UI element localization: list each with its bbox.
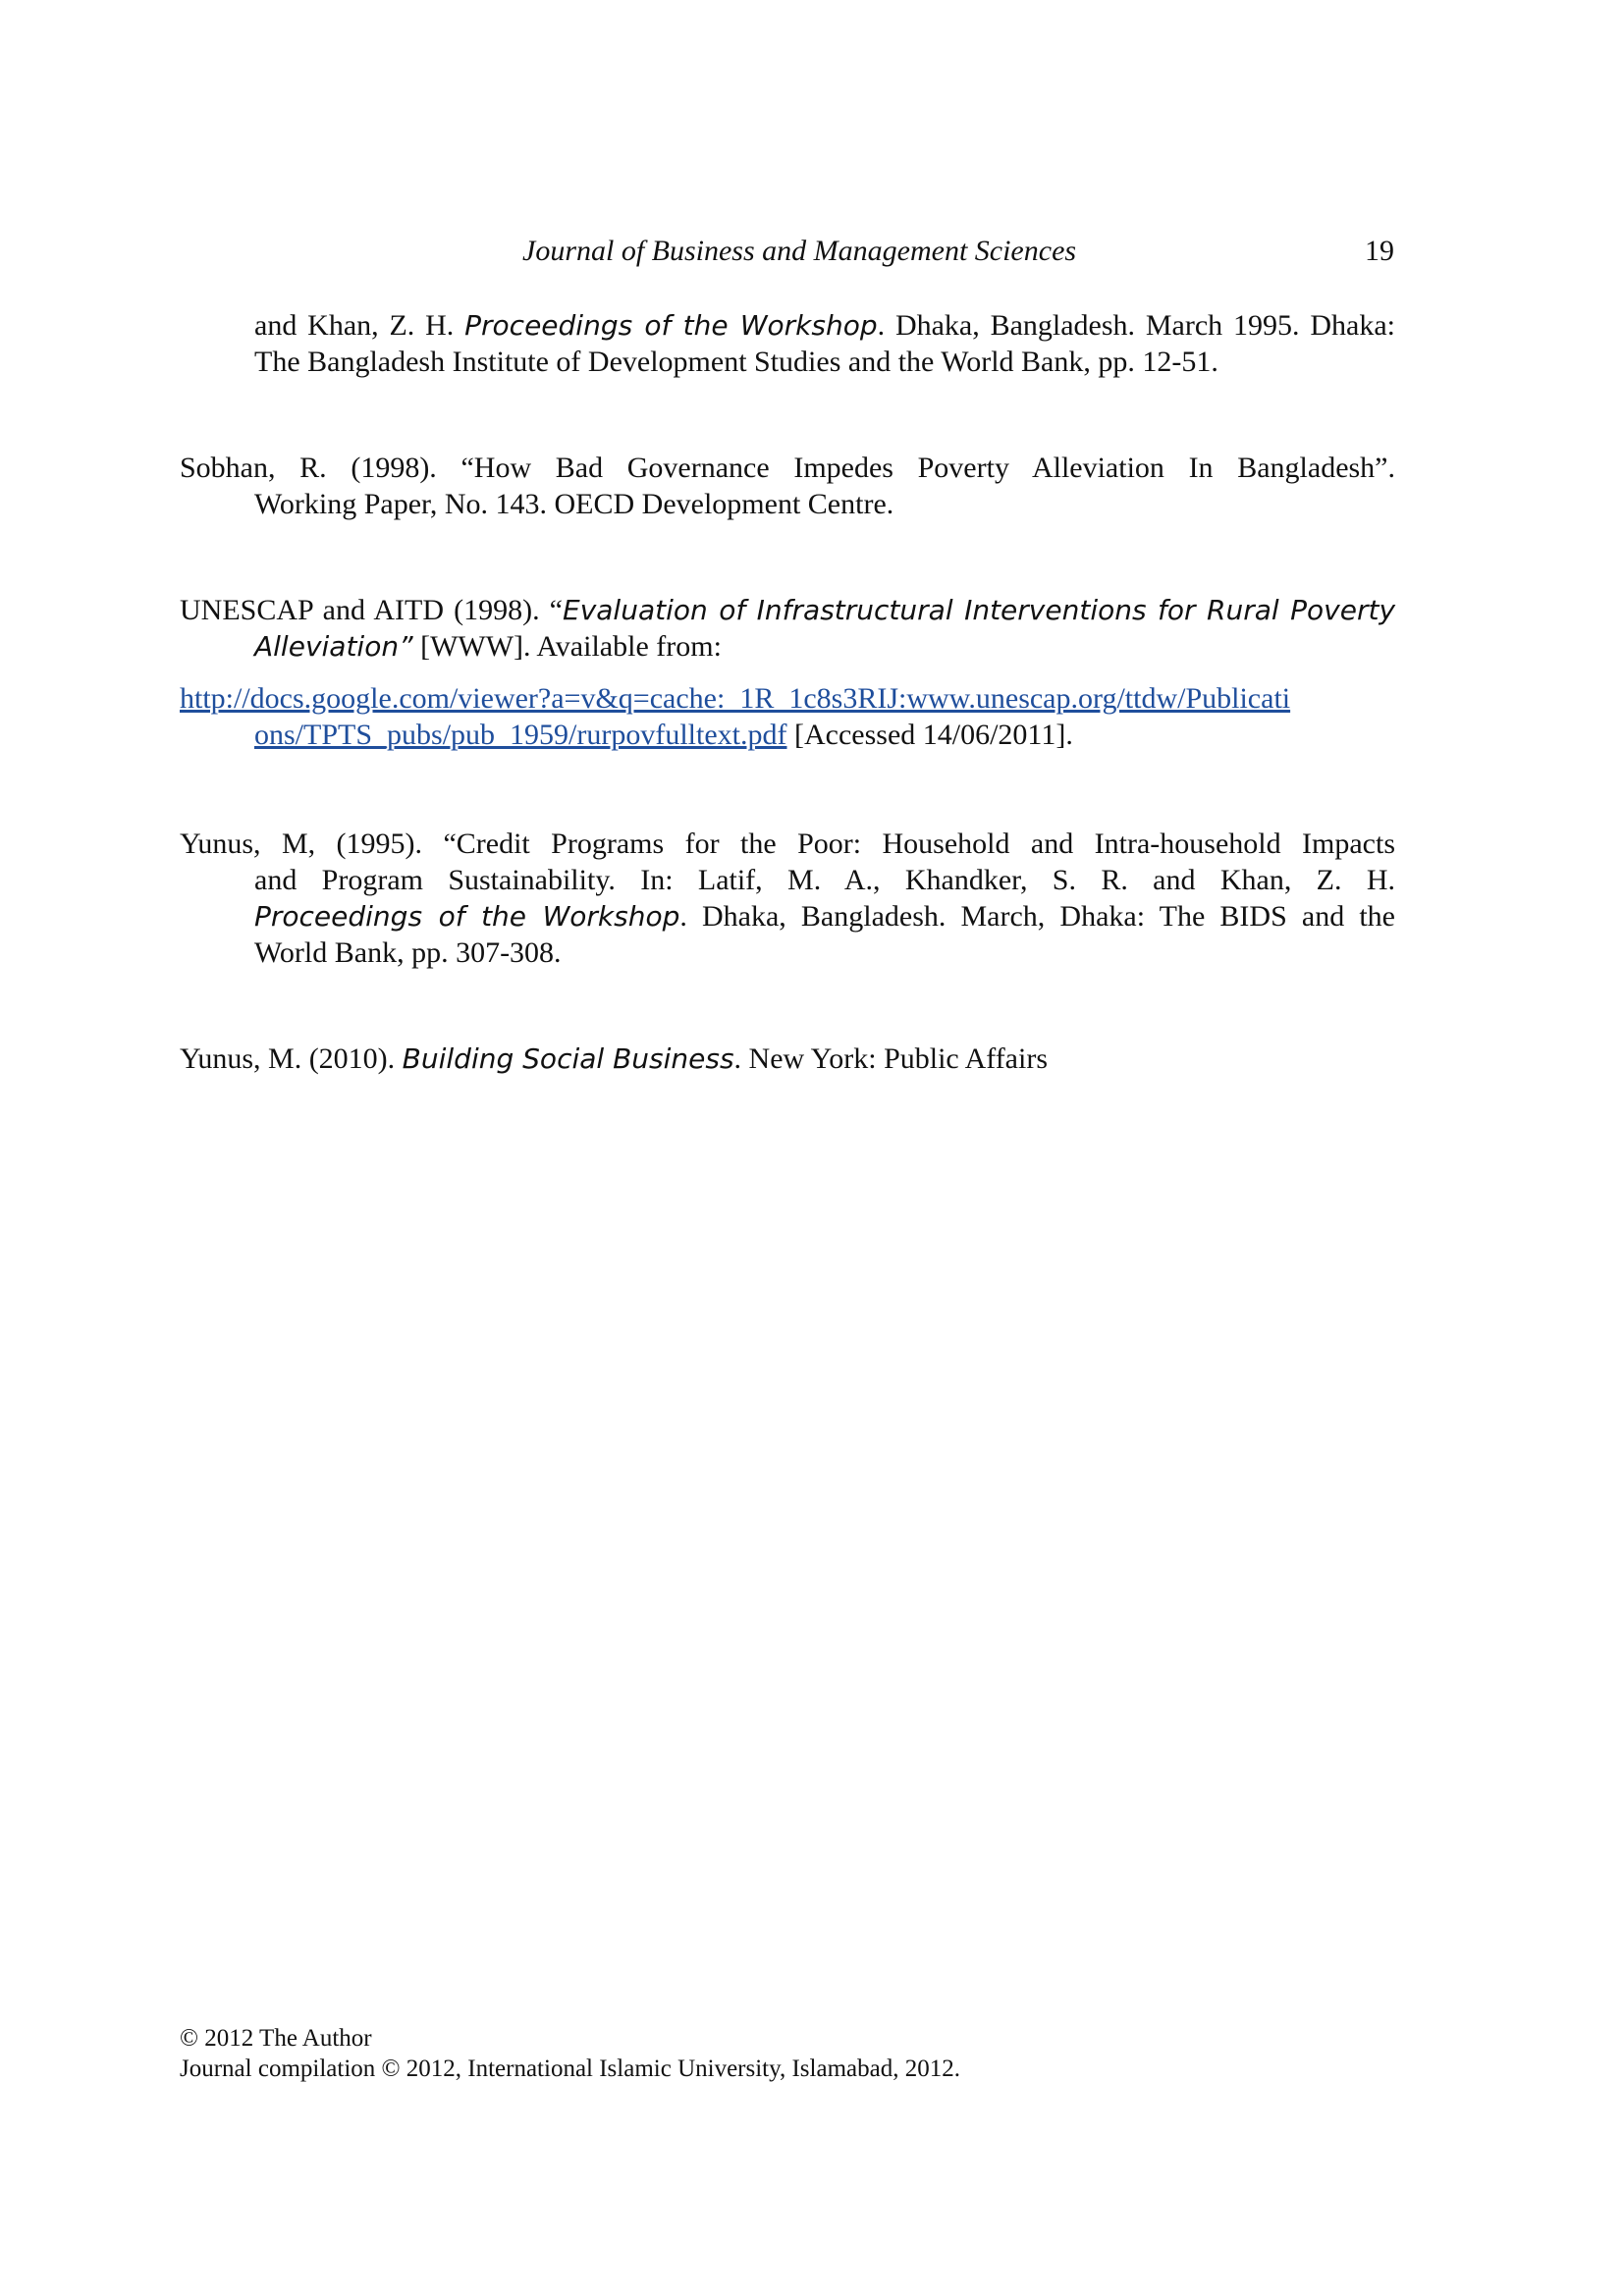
reference-line [180,717,1395,753]
reference-line [180,680,1395,717]
reference-continuation [180,307,1395,380]
copyright-notice: © 2012 The Author [180,2025,372,2052]
reference-line: Yunus, M. (2010). Building Social Business. New York: Public Affairs [180,1042,1048,1075]
accessed-date: [Accessed 14/06/2011]. [786,719,1073,751]
reference-line: Working Paper, No. 143. OECD Development Centre. [254,488,894,520]
reference-line: and Program Sustainability. In: Latif, M. A., Khandker, S. R. and Khan, Z. H. [254,864,1395,896]
journal-title: Journal of Business and Management Sciences [522,235,1077,267]
reference-unescap [180,592,1395,665]
reference-line: and Khan, Z. H. Proceedings of the Workshop. Dhaka, Bangladesh. March 1995. Dhaka: [254,309,1395,342]
reference-yunus-1995 [180,826,1395,971]
page-number: 19 [1365,235,1394,267]
reference-line: Alleviation” [WWW]. Available from: [254,630,722,663]
journal-compilation-notice: Journal compilation © 2012, International Islamic University, Islamabad, 2012. [180,2056,960,2082]
reference-yunus-2010 [180,1041,1395,1077]
reference-line: World Bank, pp. 307-308. [254,936,562,969]
page-footer [180,2023,960,2084]
reference-line: Proceedings of the Workshop. Dhaka, Bangladesh. March, Dhaka: The BIDS and the [254,900,1395,933]
reference-line: Yunus, M, (1995). “Credit Programs for the Poor: Household and Intra-household Impacts [180,828,1395,860]
reference-line: Sobhan, R. (1998). “How Bad Governance Impedes Poverty Alleviation In Bangladesh”. [180,452,1395,484]
url-link[interactable]: ons/TPTS_pubs/pub_1959/rurpovfulltext.pdf [254,719,787,751]
reference-line: UNESCAP and AITD (1998). “Evaluation of Infrastructural Interventions for Rural Poverty [180,594,1396,626]
reference-sobhan [180,450,1395,522]
reference-unescap-url [180,680,1395,753]
reference-line: The Bangladesh Institute of Development Studies and the World Bank, pp. 12-51. [254,346,1218,378]
url-link[interactable]: http://docs.google.com/viewer?a=v&q=cache:_1R_1c8s3RIJ:www.unescap.org/ttdw/Publicati [180,682,1291,715]
